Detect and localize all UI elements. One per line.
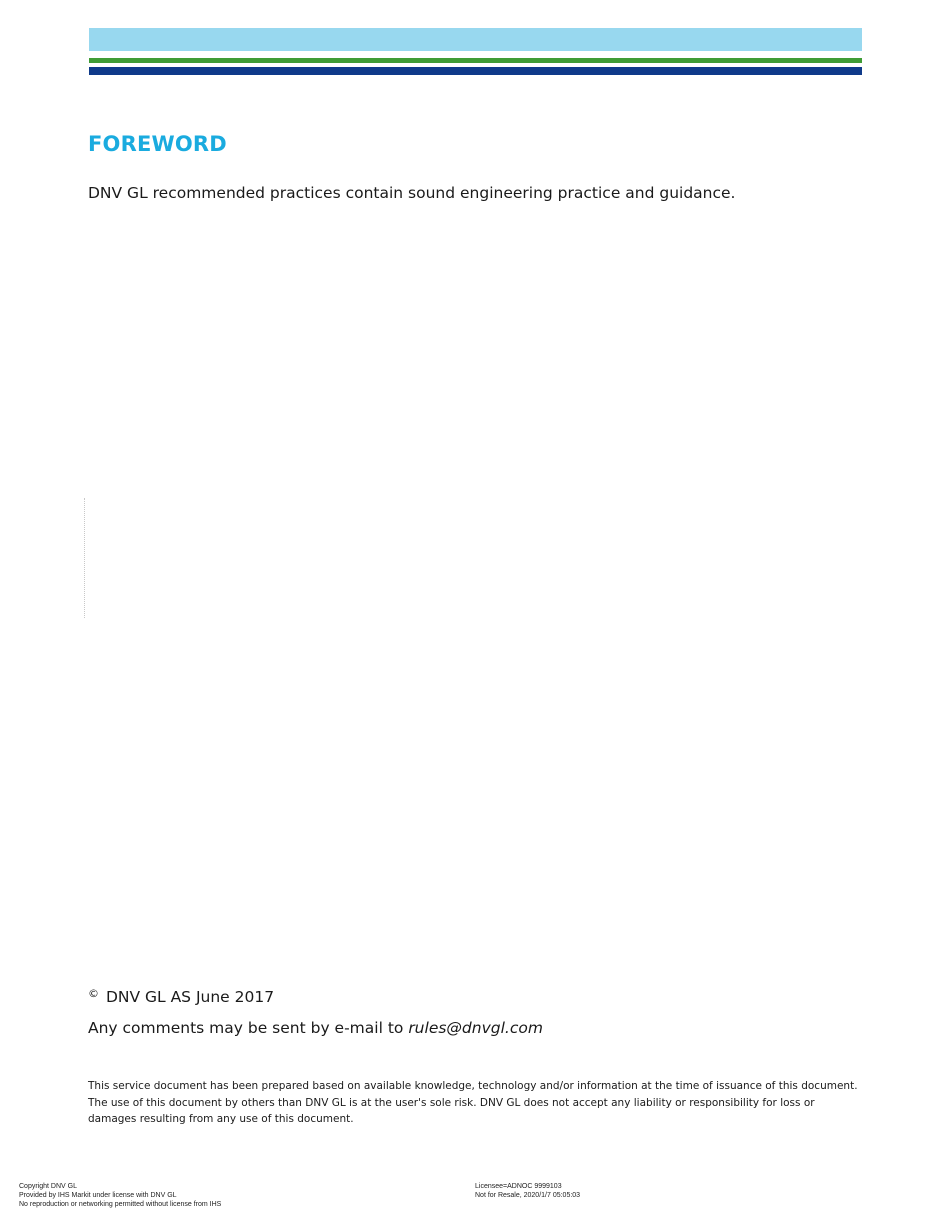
margin-dotted-line — [84, 498, 87, 618]
header-band-green — [89, 58, 862, 63]
header-band-light-blue — [89, 28, 862, 51]
page-title: FOREWORD — [88, 132, 227, 156]
footer-right — [475, 1182, 580, 1200]
foreword-intro: DNV GL recommended practices contain sound engineering practice and guidance. — [88, 184, 736, 202]
footer-left-line: Provided by IHS Markit under license with DNV GL — [19, 1192, 177, 1199]
header-band-navy — [89, 67, 862, 75]
copyright-symbol: © — [88, 987, 99, 1000]
footer-right-line: Not for Resale, 2020/1/7 05:05:03 — [475, 1192, 581, 1199]
copyright-text: DNV GL AS June 2017 — [105, 988, 275, 1006]
footer-left-line: No reproduction or networking permitted without license from IHS — [19, 1201, 222, 1208]
footer-left — [19, 1182, 221, 1209]
footer-left-line: Copyright DNV GL — [19, 1183, 77, 1190]
footer-right-line: Licensee=ADNOC 9999103 — [475, 1183, 562, 1190]
comments-text: Any comments may be sent by e-mail to — [88, 1019, 404, 1037]
disclaimer-text: This service document has been prepared based on available knowledge, technology and/or information at the time of issuance of this document. The use of this document by others than DNV GL is at the user's sole risk. DNV GL does not accept any liability or responsibility for loss or damages resulting from any use of this document. — [88, 1080, 858, 1125]
copyright-notice — [88, 987, 274, 1006]
comments-email-link[interactable]: rules@dnvgl.com — [408, 1019, 543, 1037]
comments-note — [88, 1019, 543, 1037]
